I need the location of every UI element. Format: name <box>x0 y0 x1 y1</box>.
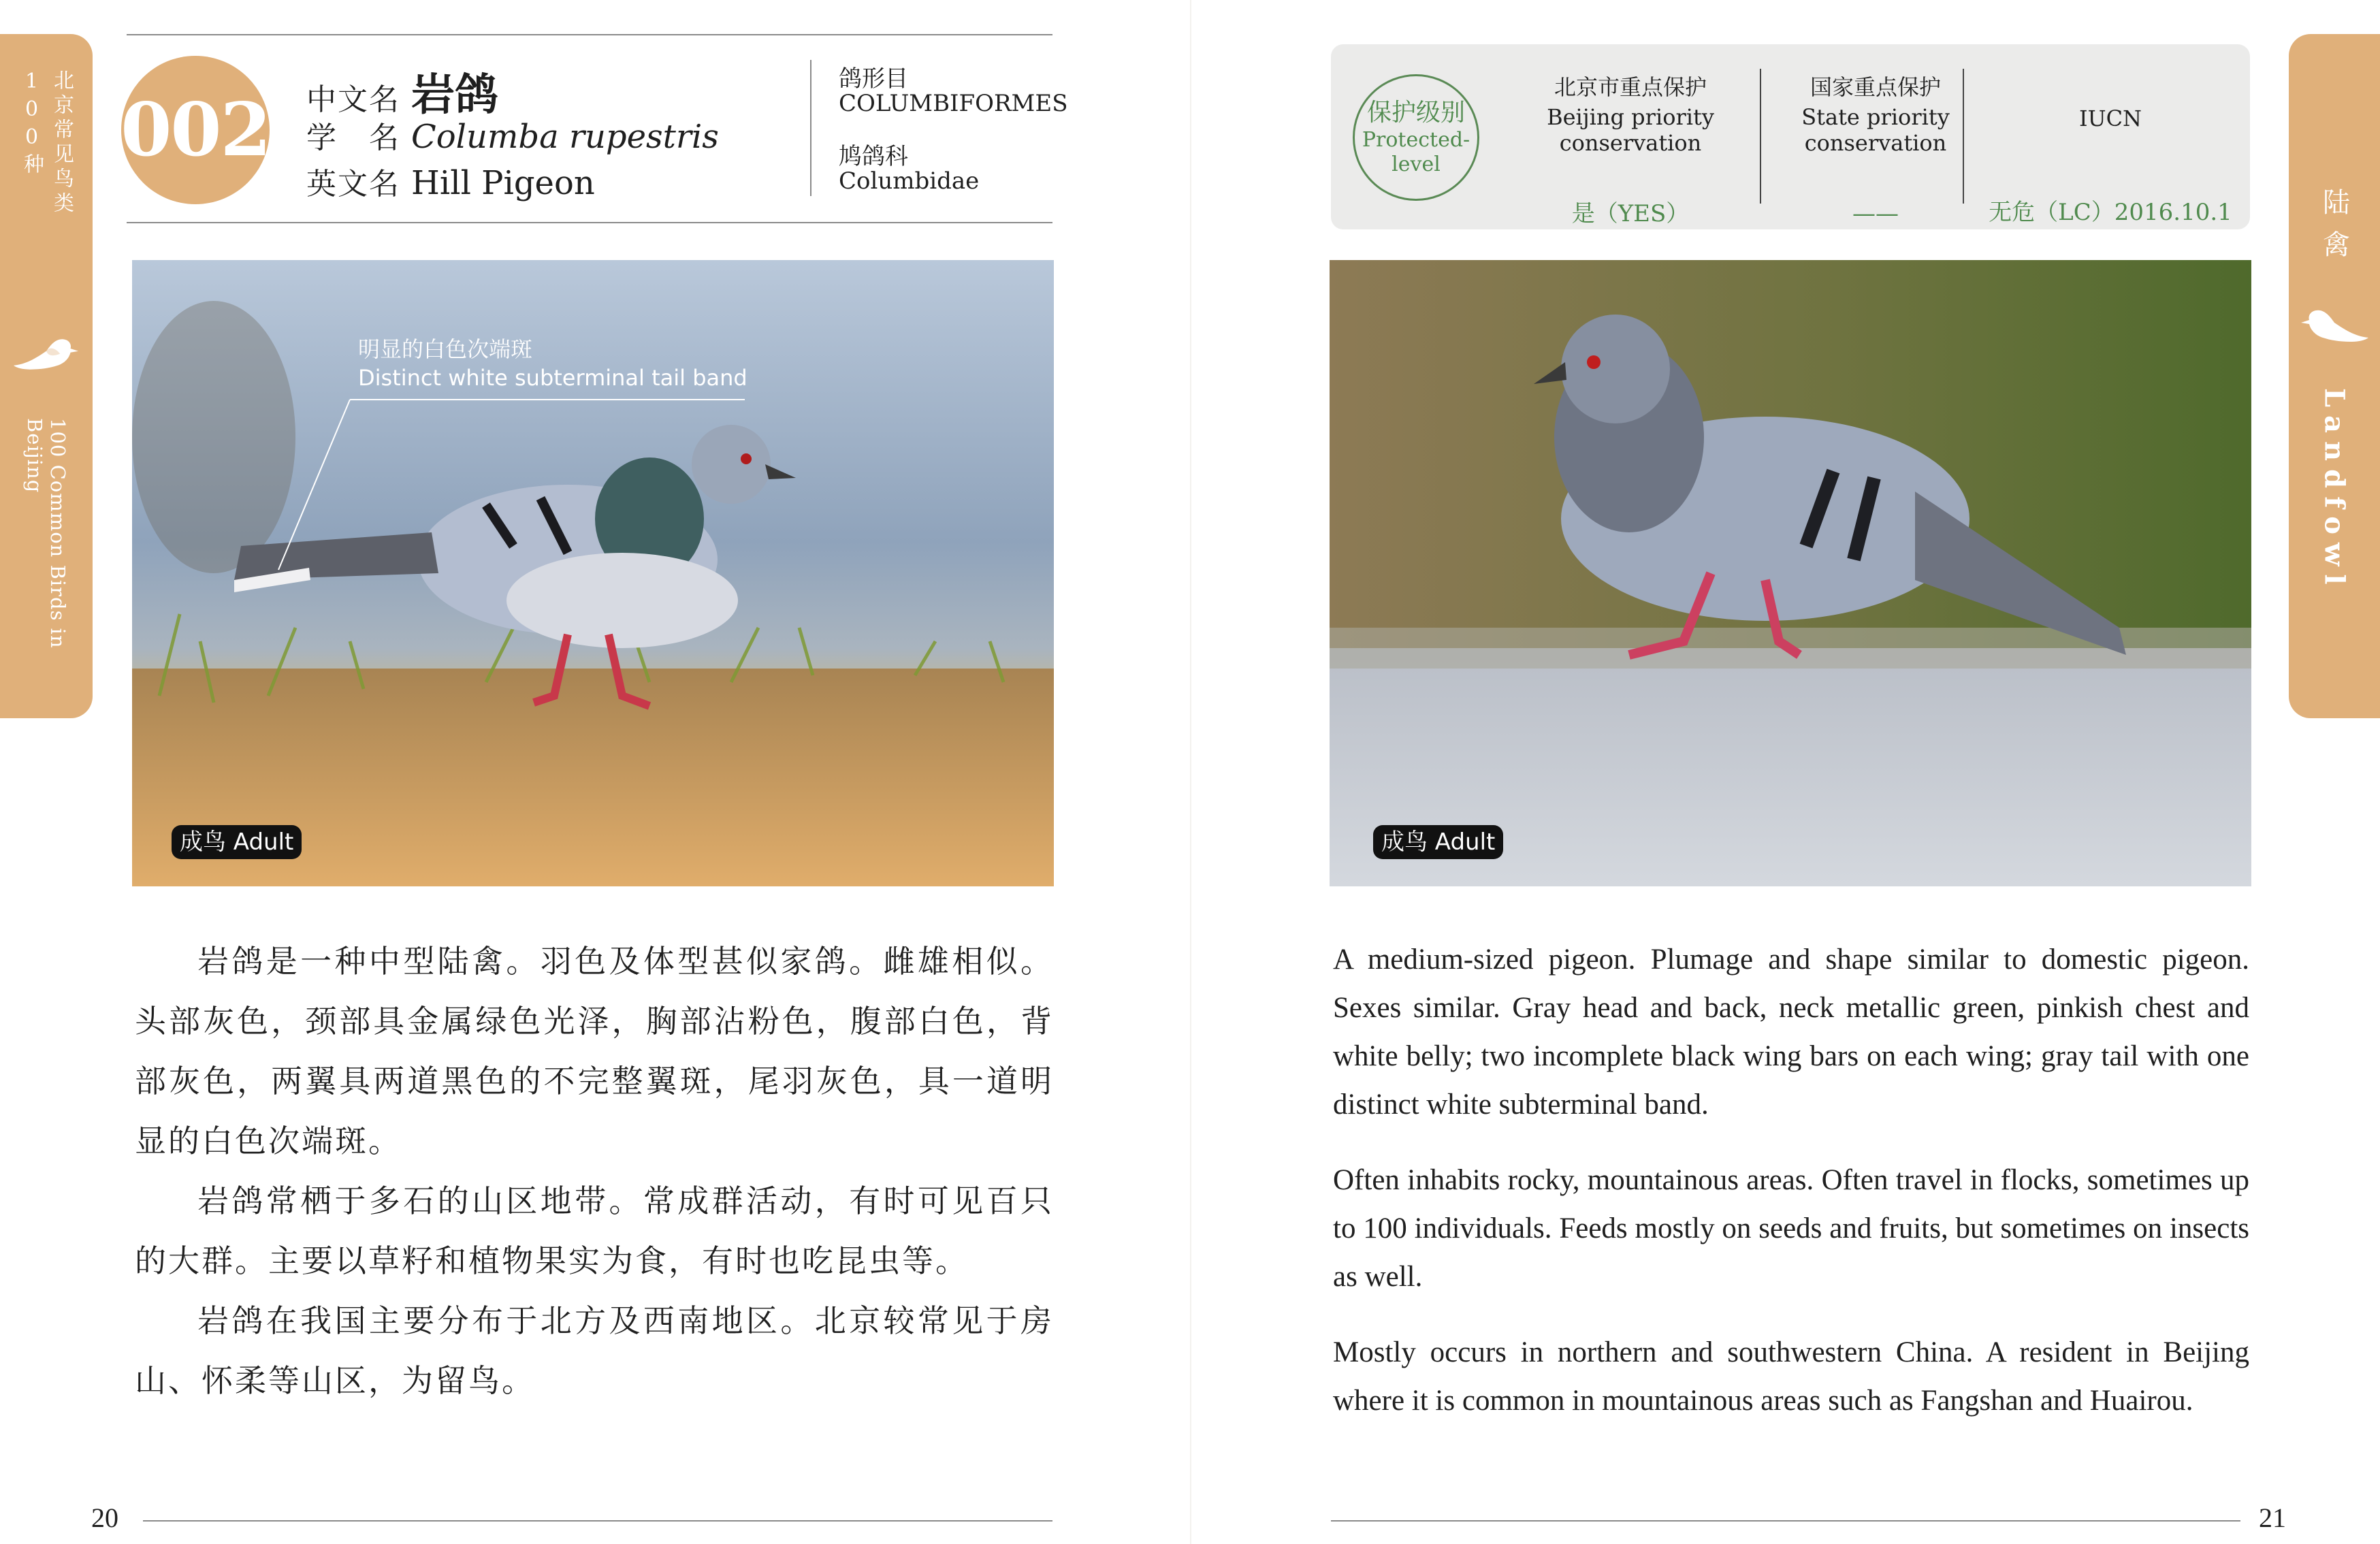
page-number-left: 20 <box>91 1502 118 1533</box>
family-cn: 鸠鸽科 <box>839 143 908 170</box>
side-tab-title-en: 100 Common Birds in Beijing <box>23 418 69 649</box>
protection-level-badge <box>1353 74 1479 201</box>
left-bird-photo <box>132 260 1054 886</box>
protection-divider-2 <box>1963 69 1964 204</box>
chinese-paragraph-2: 岩鸽常栖于多石的山区地带。常成群活动，有时可见百只的大群。主要以草籽和植物果实为食，有时也吃昆虫等。 <box>135 1183 1054 1279</box>
side-tab-category-en: Landfowl <box>2318 388 2351 593</box>
chinese-name-value: 岩鸽 <box>411 69 498 120</box>
iucn-value: 无危（LC）2016.10.1 <box>1989 199 2232 226</box>
english-paragraph-2: Often inhabits rocky, mountainous areas. Often travel in flocks, sometimes up to 100 individuals. Feeds mostly on seeds and fruits, but sometimes on insects as well. <box>1333 1164 2249 1293</box>
scientific-name-label: 学 名 <box>306 120 400 155</box>
protection-circle-cn: 保护级别 <box>1366 99 1465 127</box>
state-protection-en: State priority conservation <box>1801 104 1950 156</box>
chinese-paragraph-1: 岩鸽是一种中型陆禽。羽色及体型甚似家鸽。雌雄相似。头部灰色，颈部具金属绿色光泽，胸部沾粉色，腹部白色，背部灰色，两翼具两道黑色的不完整翼斑，尾羽灰色，具一道明显的白色次端斑。 <box>135 943 1054 1159</box>
adult-badge-right: 成鸟 Adult <box>1373 825 1503 859</box>
state-protection-cn: 国家重点保护 <box>1810 74 1941 100</box>
english-paragraph-1: A medium-sized pigeon. Plumage and shape similar to domestic pigeon. Sexes similar. Gray head and back, neck metallic green, pinkish chest and white belly; two incomplete black wing bars on each wing; gray tail with one distinct white subterminal band. <box>1333 944 2249 1121</box>
state-protection-column <box>1780 74 1971 227</box>
side-tab-title-cn: 北京常见鸟类100种 <box>20 69 74 216</box>
chinese-paragraph-3: 岩鸽在我国主要分布于北方及西南地区。北京较常见于房山、怀柔等山区，为留鸟。 <box>135 1302 1054 1399</box>
entry-number-badge: 002 <box>121 56 270 204</box>
protection-circle-en: Protected-level <box>1362 128 1470 176</box>
english-description <box>1333 935 2249 1452</box>
annotation-en: Distinct white subterminal tail band <box>358 365 747 391</box>
header-bottom-rule <box>127 222 1052 223</box>
beijing-protection-value: 是（YES） <box>1571 200 1690 227</box>
english-paragraph-3: Mostly occurs in northern and southwestern China. A resident in Beijing where it is common in mountainous areas such as Fangshan and Huairou. <box>1333 1336 2249 1417</box>
header-separator <box>810 60 811 196</box>
order-en: COLUMBIFORMES <box>839 90 1068 117</box>
header-top-rule <box>127 34 1052 35</box>
annotation-cn: 明显的白色次端斑 <box>358 336 533 362</box>
beijing-protection-cn: 北京市重点保护 <box>1554 74 1707 100</box>
order-cn: 鸽形目 <box>839 65 908 93</box>
english-name-label: 英文名 <box>306 167 400 202</box>
adult-badge-left: 成鸟 Adult <box>172 825 302 859</box>
side-tab-category-cn: 陆禽 <box>2318 188 2350 272</box>
footer-rule-right <box>1331 1520 2240 1522</box>
state-protection-value: —— <box>1852 200 1899 227</box>
right-side-tab <box>2289 34 2380 718</box>
left-side-tab <box>0 34 93 718</box>
english-name-row <box>306 159 595 203</box>
chinese-description <box>135 931 1054 1411</box>
english-name-value: Hill Pigeon <box>411 164 595 202</box>
chinese-name-label: 中文名 <box>306 82 400 117</box>
pigeon-silhouette-icon <box>9 332 84 377</box>
iucn-label: IUCN <box>2078 106 2142 131</box>
family-en: Columbidae <box>839 167 980 195</box>
scientific-name-row <box>306 113 719 157</box>
page-number-right: 21 <box>2259 1502 2286 1533</box>
footer-rule-left <box>143 1520 1052 1522</box>
beijing-protection-en: Beijing priority conservation <box>1547 104 1714 156</box>
protection-divider-1 <box>1760 69 1761 204</box>
protection-panel <box>1331 44 2250 229</box>
beijing-protection-column <box>1535 74 1726 227</box>
scientific-name-value: Columba rupestris <box>411 118 719 156</box>
right-bird-photo <box>1330 260 2251 886</box>
iucn-column <box>1984 106 2236 226</box>
pigeon-silhouette-icon <box>2297 302 2372 350</box>
book-gutter <box>1190 0 1191 1544</box>
